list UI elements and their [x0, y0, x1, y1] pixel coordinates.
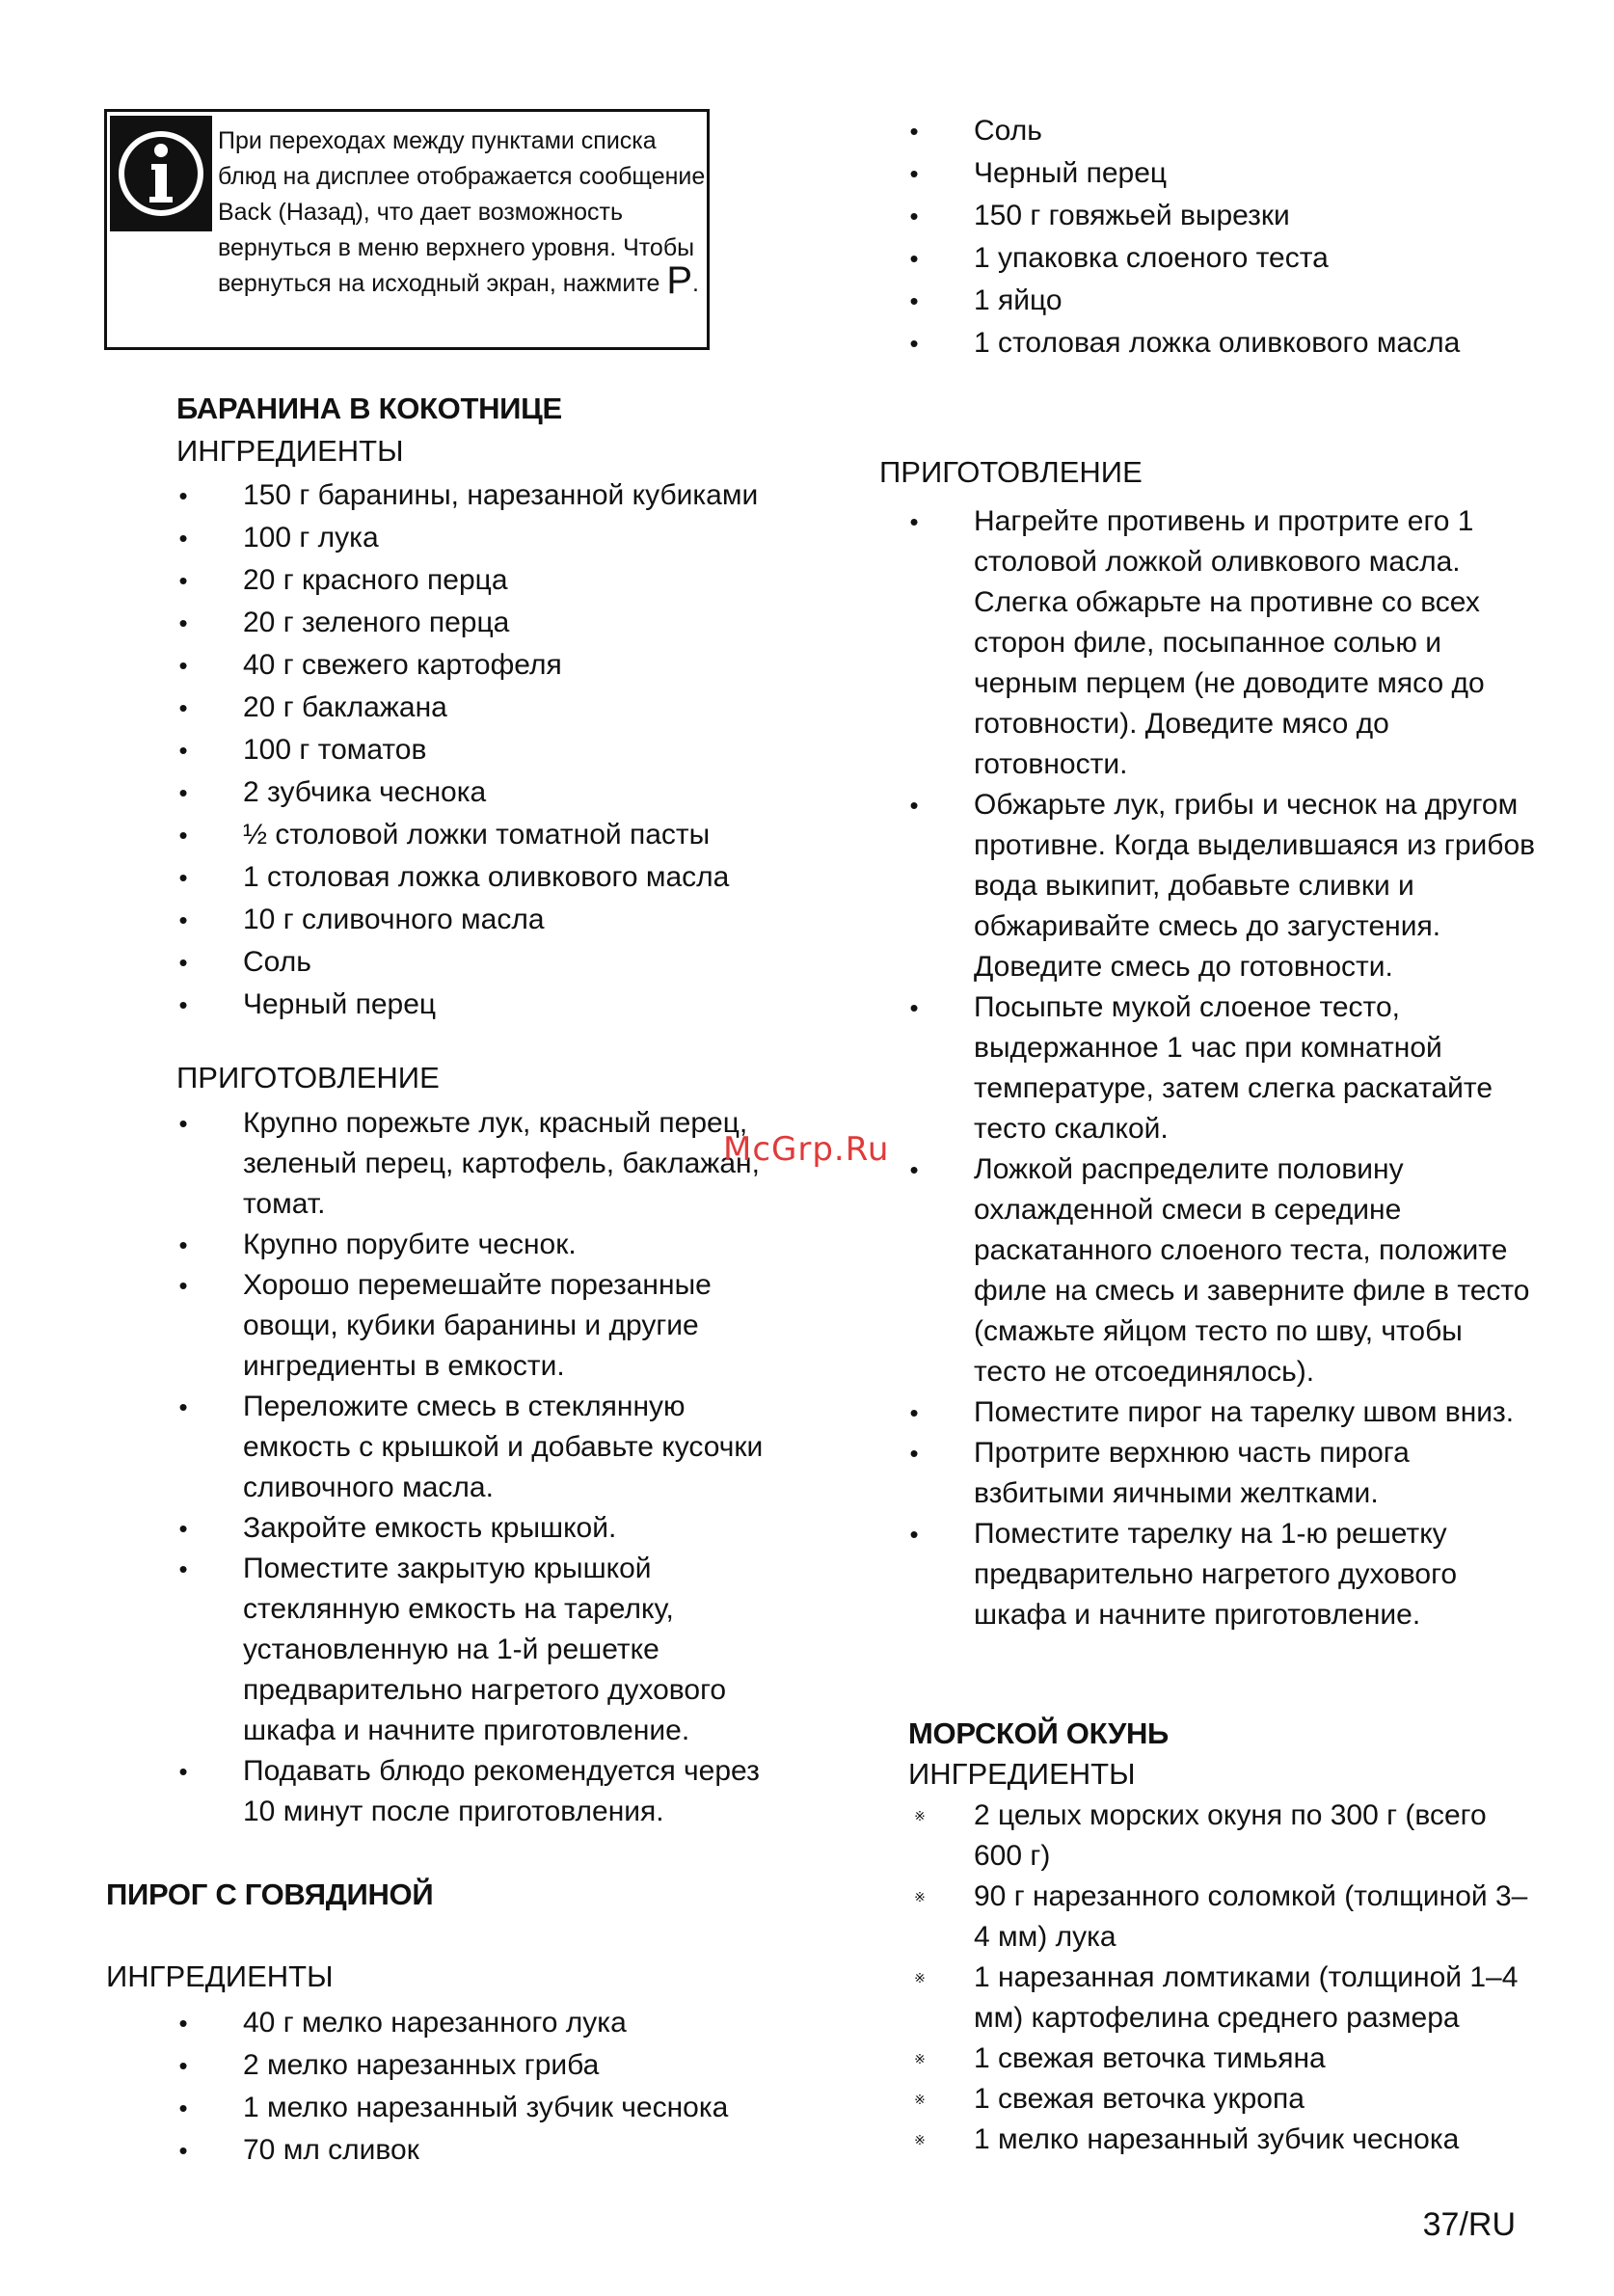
ingredient-item	[178, 602, 783, 644]
list-item-text: 1 свежая веточка тимьяна	[974, 2042, 1326, 2074]
list-item-text: Поместите закрытую крышкой стеклянную емкость на тарелку, установленную на 1-й решетке предварительно нагретого духового шкафа и начните приготовление.	[243, 1553, 727, 1746]
beef-ingredients-label: ИНГРЕДИЕНТЫ	[106, 1959, 334, 1993]
bullet-icon: •	[909, 202, 919, 230]
bullet-icon: •	[178, 1514, 188, 1543]
ingredient-item	[914, 2039, 1543, 2079]
bullet-icon: •	[178, 1392, 188, 1421]
lamb-title: БАРАНИНА В КОКОТНИЦЕ	[176, 392, 562, 425]
lamb-prep-label: ПРИГОТОВЛЕНИЕ	[176, 1061, 440, 1094]
lamb-ingredients-list	[178, 474, 783, 1026]
list-item-text: 20 г баклажана	[243, 691, 447, 723]
list-item-text: Соль	[974, 115, 1042, 147]
bullet-icon: •	[909, 791, 919, 820]
ingredient-item	[178, 2087, 783, 2129]
list-item-text: 20 г красного перца	[243, 564, 508, 596]
ingredient-item	[178, 517, 783, 559]
step-item	[909, 785, 1543, 987]
list-item-text: 100 г томатов	[243, 734, 427, 766]
lamb-ingredients-label: ИНГРЕДИЕНТЫ	[176, 434, 404, 468]
list-item-text: 40 г свежего картофеля	[243, 649, 562, 681]
list-item-text: 70 мл сливок	[243, 2134, 419, 2166]
step-item	[178, 1751, 771, 1832]
bullet-icon: •	[909, 1520, 919, 1549]
ingredient-item	[178, 2129, 783, 2172]
ingredient-item	[178, 856, 783, 899]
beef-ingredients-list-right	[909, 110, 1552, 365]
bullet-icon: ※	[914, 1970, 926, 1985]
list-item-text: Крупно порубите чеснок.	[243, 1229, 577, 1260]
bullet-icon: •	[909, 159, 919, 188]
bullet-icon: •	[178, 905, 188, 934]
list-item-text: Обжарьте лук, грибы и чеснок на другом противне. Когда выделившаяся из грибов вода выкипит, добавьте сливки и обжаривайте смесь до загустения. Доведите смесь до готовности.	[974, 789, 1536, 983]
bullet-icon: •	[909, 1155, 919, 1184]
bullet-icon: •	[178, 2051, 188, 2080]
ingredient-item	[178, 687, 783, 729]
ingredient-item	[909, 110, 1552, 152]
list-item-text: 1 столовая ложка оливкового масла	[974, 327, 1461, 359]
list-item-text: 1 упаковка слоеного теста	[974, 242, 1329, 274]
ingredient-item	[178, 644, 783, 687]
ingredient-item	[909, 195, 1552, 237]
list-item-text: 150 г говяжьей вырезки	[974, 200, 1290, 231]
bass-ingredients-label: ИНГРЕДИЕНТЫ	[908, 1757, 1136, 1791]
bullet-icon: •	[178, 821, 188, 850]
ingredient-item	[178, 729, 783, 771]
bullet-icon: •	[178, 736, 188, 765]
bullet-icon: •	[178, 990, 188, 1019]
bullet-icon: •	[178, 651, 188, 680]
step-item	[178, 1225, 771, 1265]
ingredient-item	[914, 1796, 1543, 1877]
list-item-text: 150 г баранины, нарезанной кубиками	[243, 479, 759, 511]
bullet-icon: •	[909, 117, 919, 146]
bullet-icon: ※	[914, 2092, 926, 2107]
beef-title: ПИРОГ С ГОВЯДИНОЙ	[106, 1877, 434, 1911]
bullet-icon: •	[909, 1439, 919, 1468]
bass-ingredients-list	[914, 1796, 1543, 2160]
watermark: McGrp.Ru	[723, 1130, 890, 1169]
list-item-text: Хорошо перемешайте порезанные овощи, кубики баранины и другие ингредиенты в емкости.	[243, 1269, 712, 1382]
bullet-icon: •	[909, 993, 919, 1022]
info-icon	[110, 116, 212, 231]
ingredient-item	[178, 2002, 783, 2044]
bullet-icon: •	[178, 566, 188, 595]
list-item-text: 2 мелко нарезанных гриба	[243, 2049, 600, 2081]
bullet-icon: •	[178, 778, 188, 807]
bullet-icon: ※	[914, 2051, 926, 2066]
ingredient-item	[914, 1958, 1543, 2039]
beef-steps-list	[909, 501, 1543, 1635]
bullet-icon: •	[178, 1109, 188, 1138]
step-item	[909, 1392, 1543, 1433]
bullet-icon: ※	[914, 1808, 926, 1823]
step-item	[178, 1508, 771, 1549]
bullet-icon: •	[178, 2093, 188, 2122]
step-item	[909, 1433, 1543, 1514]
bullet-icon: •	[909, 286, 919, 315]
step-item	[909, 1149, 1543, 1392]
ingredient-item	[909, 280, 1552, 322]
bass-title: МОРСКОЙ ОКУНЬ	[908, 1716, 1170, 1750]
list-item-text: ½ столовой ложки томатной пасты	[243, 819, 711, 851]
list-item-text: 90 г нарезанного соломкой (толщиной 3–4 мм) лука	[974, 1880, 1528, 1953]
list-item-text: 2 целых морских окуня по 300 г (всего 600 г)	[974, 1799, 1487, 1872]
bullet-icon: ※	[914, 1889, 926, 1904]
ingredient-item	[178, 941, 783, 984]
list-item-text: Подавать блюдо рекомендуется через 10 минут после приготовления.	[243, 1755, 760, 1827]
bullet-icon: •	[909, 329, 919, 358]
list-item-text: Нагрейте противень и протрите его 1 столовой ложкой оливкового масла. Слегка обжарьте на противне со всех сторон филе, посыпанное солью и черным перцем (не доводите мясо до готовности). Доведите мясо до готовности.	[974, 505, 1485, 780]
step-item	[178, 1387, 771, 1508]
bullet-icon: •	[178, 693, 188, 722]
list-item-text: Соль	[243, 946, 311, 978]
p-key-symbol: P	[666, 259, 693, 302]
bullet-icon: •	[178, 608, 188, 637]
ingredient-item	[178, 814, 783, 856]
bullet-icon: •	[178, 863, 188, 892]
list-item-text: 1 столовая ложка оливкового масла	[243, 861, 730, 893]
ingredient-item	[178, 771, 783, 814]
list-item-text: 1 мелко нарезанный зубчик чеснока	[243, 2092, 729, 2123]
ingredient-item	[178, 984, 783, 1026]
bullet-icon: •	[178, 1757, 188, 1786]
list-item-text: Посыпьте мукой слоеное тесто, выдержанное 1 час при комнатной температуре, затем слегка раскатайте тесто скалкой.	[974, 991, 1493, 1145]
bullet-icon: •	[909, 1398, 919, 1427]
list-item-text: Поместите пирог на тарелку швом вниз.	[974, 1396, 1515, 1428]
ingredient-item	[914, 2079, 1543, 2120]
bullet-icon: •	[178, 524, 188, 553]
page-number: 37/RU	[1422, 2206, 1516, 2243]
ingredient-item	[914, 2120, 1543, 2160]
bullet-icon: •	[909, 244, 919, 273]
ingredient-item	[909, 322, 1552, 365]
bullet-icon: •	[178, 1271, 188, 1300]
list-item-text: Закройте емкость крышкой.	[243, 1512, 617, 1544]
list-item-text: Черный перец	[243, 988, 437, 1020]
list-item-text: Крупно порежьте лук, красный перец, зеленый перец, картофель, баклажан, томат.	[243, 1107, 760, 1220]
bullet-icon: ※	[914, 2132, 926, 2147]
step-item	[178, 1549, 771, 1751]
list-item-text: Поместите тарелку на 1-ю решетку предварительно нагретого духового шкафа и начните приготовление.	[974, 1518, 1458, 1631]
beef-prep-label: ПРИГОТОВЛЕНИЕ	[879, 455, 1143, 489]
list-item-text: 1 яйцо	[974, 284, 1063, 316]
ingredient-item	[178, 474, 783, 517]
list-item-text: 10 г сливочного масла	[243, 904, 545, 935]
bullet-icon: •	[178, 481, 188, 510]
step-item	[909, 501, 1543, 785]
ingredient-item	[909, 152, 1552, 195]
bullet-icon: •	[178, 1230, 188, 1259]
bullet-icon: •	[178, 2009, 188, 2038]
bullet-icon: •	[178, 2136, 188, 2165]
list-item-text: 1 мелко нарезанный зубчик чеснока	[974, 2123, 1460, 2155]
list-item-text: Черный перец	[974, 157, 1168, 189]
list-item-text: 40 г мелко нарезанного лука	[243, 2007, 627, 2039]
step-item	[909, 1514, 1543, 1635]
step-item	[178, 1103, 771, 1225]
bullet-icon: •	[178, 1554, 188, 1583]
ingredient-item	[178, 2044, 783, 2087]
bullet-icon: •	[909, 507, 919, 536]
ingredient-item	[178, 559, 783, 602]
lamb-steps-list	[178, 1103, 771, 1832]
list-item-text: 1 нарезанная ломтиками (толщиной 1–4 мм) картофелина среднего размера	[974, 1961, 1519, 2034]
list-item-text: Переложите смесь в стеклянную емкость с крышкой и добавьте кусочки сливочного масла.	[243, 1391, 764, 1503]
step-item	[178, 1265, 771, 1387]
list-item-text: 20 г зеленого перца	[243, 607, 510, 638]
step-item	[909, 987, 1543, 1149]
list-item-text: 2 зубчика чеснока	[243, 776, 487, 808]
beef-ingredients-list-left	[178, 2002, 783, 2172]
list-item-text: Протрите верхнюю часть пирога взбитыми яичными желтками.	[974, 1437, 1410, 1509]
ingredient-item	[914, 1877, 1543, 1958]
ingredient-item	[178, 899, 783, 941]
list-item-text: 1 свежая веточка укропа	[974, 2083, 1305, 2115]
list-item-text: 100 г лука	[243, 522, 379, 554]
list-item-text: Ложкой распределите половину охлажденной смеси в середине раскатанного слоеного теста, положите филе на смесь и заверните филе в тесто (смажьте яйцом тесто по шву, чтобы тесто не отсоединялось).	[974, 1153, 1530, 1388]
info-note-text: При переходах между пунктами списка блюд на дисплее отображается сообщение Back (Назад), что дает возможность вернуться в меню верхнего уровня. Чтобы вернуться на исходный экран, нажмите P.	[218, 127, 706, 302]
ingredient-item	[909, 237, 1552, 280]
bullet-icon: •	[178, 948, 188, 977]
